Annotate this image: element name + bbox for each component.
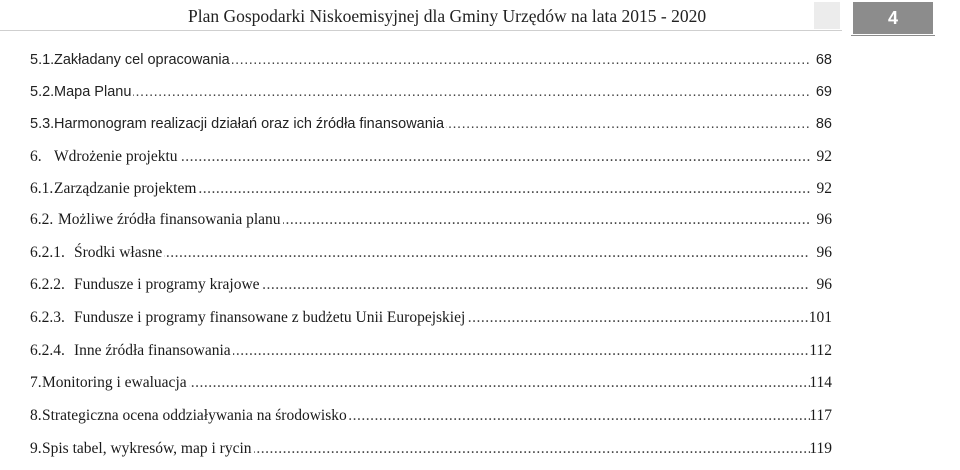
toc-entry[interactable]	[0, 440, 960, 470]
toc-entry-page: 119	[809, 440, 832, 457]
toc-entry-number: 6.2.4.	[30, 342, 65, 359]
toc-entry-number: 9.	[30, 440, 42, 457]
toc-entry-number: 6.2.2.	[30, 276, 65, 293]
toc-entry-title: Możliwe źródła finansowania planu	[58, 211, 281, 228]
toc-entry-page: 96	[816, 211, 832, 228]
toc-entry-number: 5.2.	[30, 84, 55, 100]
toc-entry-page: 117	[809, 407, 832, 424]
toc-entry-title: Środki własne	[74, 244, 163, 261]
toc-dot-leader	[74, 244, 810, 262]
toc-entry-page: 96	[816, 244, 832, 261]
toc-entry[interactable]	[0, 374, 960, 404]
toc-entry[interactable]	[0, 116, 960, 146]
toc-entry-title: Wdrożenie projektu	[54, 148, 178, 165]
toc-dot-leader	[54, 84, 810, 100]
page-number-badge: 4	[853, 2, 933, 34]
toc-entry-page: 114	[809, 374, 832, 391]
toc-entry-title: Mapa Planu	[54, 84, 132, 100]
toc-entry[interactable]	[0, 309, 960, 339]
document-title: Plan Gospodarki Niskoemisyjnej dla Gminy Urzędów na lata 2015 - 2020	[188, 6, 707, 26]
toc-entry-number: 6.2.1.	[30, 244, 65, 261]
toc-entry-page: 69	[815, 84, 832, 100]
toc-entry-number: 8.	[30, 407, 42, 424]
toc-entry-page: 92	[816, 180, 832, 197]
toc-entry-page: 101	[808, 309, 832, 326]
toc-entry-title: Zarządzanie projektem	[54, 180, 197, 197]
toc-entry-page: 112	[809, 342, 832, 359]
toc-entry-page: 68	[815, 52, 832, 68]
badge-underline	[851, 35, 935, 36]
toc-entry[interactable]	[0, 407, 960, 437]
toc-entry-title: Fundusze i programy krajowe	[74, 276, 260, 293]
toc-entry[interactable]	[0, 244, 960, 274]
toc-entry-title: Inne źródła finansowania	[74, 342, 231, 359]
toc-entry-title: Monitoring i ewaluacja	[42, 374, 187, 391]
toc-entry[interactable]	[0, 211, 960, 241]
toc-entry-number: 6.1.	[30, 180, 54, 197]
toc-entry-page: 92	[816, 148, 832, 165]
page-header	[0, 0, 960, 38]
toc-entry-number: 5.3.	[30, 116, 55, 132]
toc-entry[interactable]	[0, 180, 960, 210]
toc-entry-title: Spis tabel, wykresów, map i rycin	[42, 440, 252, 457]
toc-entry[interactable]	[0, 84, 960, 114]
header-decoration	[814, 2, 840, 29]
toc-entry[interactable]	[0, 52, 960, 82]
toc-entry-page: 86	[815, 116, 832, 132]
toc-entry-title: Strategiczna ocena oddziaływania na środowisko	[42, 407, 347, 424]
toc-entry[interactable]	[0, 148, 960, 178]
toc-entry-title: Zakładany cel opracowania	[54, 52, 230, 68]
toc-entry-page: 96	[816, 276, 832, 293]
toc-entry-number: 6.2.3.	[30, 309, 65, 326]
toc-entry-number: 6.	[30, 148, 42, 165]
toc-entry-number: 5.1.	[30, 52, 55, 68]
toc-entry-title: Harmonogram realizacji działań oraz ich źródła finansowania	[54, 116, 445, 132]
toc-entry[interactable]	[0, 276, 960, 306]
toc-entry[interactable]	[0, 342, 960, 372]
toc-entry-number: 6.2.	[30, 211, 54, 228]
toc-entry-title: Fundusze i programy finansowane z budżetu Unii Europejskiej	[74, 309, 466, 326]
toc-entry-number: 7.	[30, 374, 42, 391]
